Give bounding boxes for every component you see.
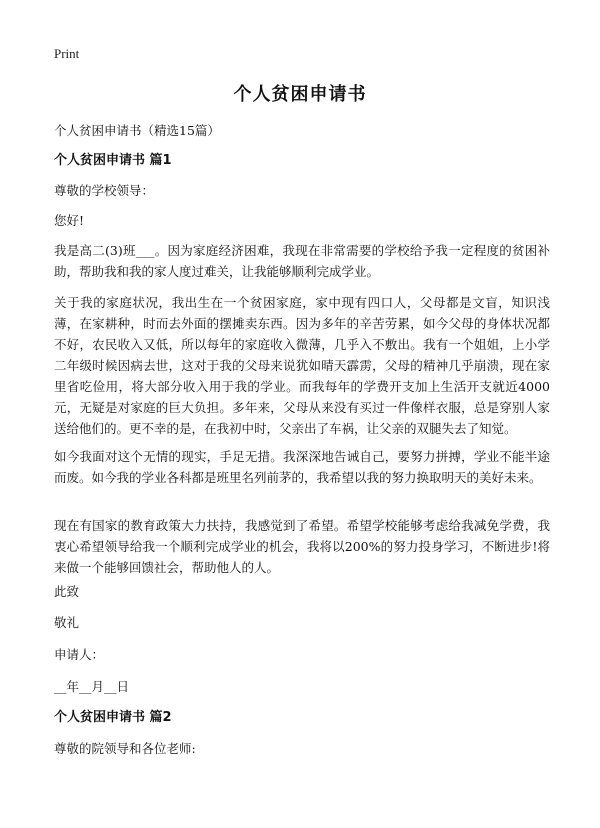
closing-line-1: 此致 — [54, 584, 80, 599]
paragraph-4: 现在有国家的教育政策大力扶持，我感觉到了希望。希望学校能够考虑给我减免学费，我衷心希望领导给我一个顺利完成学业的机会，我将以200%的努力投身学习，不断进步!将来做一个能够回馈社会，帮助他人的人。 — [54, 518, 550, 575]
paragraph-3: 如今我面对这个无情的现实，手足无措。我深深地告诫自己，要努力拼搏，学业不能半途而废。如今我的学业各科都是班里名列前茅的，我希望以我的努力换取明天的美好未来。 — [54, 449, 550, 485]
applicant-line: 申请人： — [54, 647, 105, 662]
greeting: 您好! — [54, 213, 85, 228]
closing-line-2: 敬礼 — [54, 615, 80, 630]
section-1-heading: 个人贫困申请书 篇1 — [54, 153, 172, 168]
print-label: Print — [54, 46, 80, 61]
document-subtitle: 个人贫困申请书（精选15篇） — [54, 123, 220, 138]
paragraph-1: 我是高二(3)班___。因为家庭经济困难，我现在非常需要的学校给予我一定程度的贫困补助，帮助我和我的家人度过难关，让我能够顺利完成学业。 — [54, 243, 550, 279]
date-line: __年__月__日 — [54, 679, 130, 694]
salutation: 尊敬的学校领导： — [54, 183, 155, 198]
document-title: 个人贫困申请书 — [233, 84, 367, 105]
salutation-2: 尊敬的院领导和各位老师: — [54, 741, 196, 756]
section-2-heading: 个人贫困申请书 篇2 — [54, 710, 172, 725]
paragraph-2: 关于我的家庭状况，我出生在一个贫困家庭，家中现有四口人，父母都是文盲，知识浅薄，在家耕种，时而去外面的摆摊卖东西。因为多年的辛苦劳累，如今父母的身体状况都不好，农民收入又低，所以每年的家庭收入微薄，几乎入不敷出。我有一个姐姐，上小学二年级时候因病去世，这对于我的父母来说犹如晴天霹雳，父母的精神几乎崩溃，现在家里省吃俭用，将大部分收入用于我的学业。而我每年的学费开支加上生活开支就近4000元，无疑是对家庭的巨大负担。多年来，父母从来没有买过一件像样衣服，总是穿别人家送给他们的。更不幸的是，在我初中时，父亲出了车祸，让父亲的双腿失去了知觉。 — [54, 295, 550, 436]
